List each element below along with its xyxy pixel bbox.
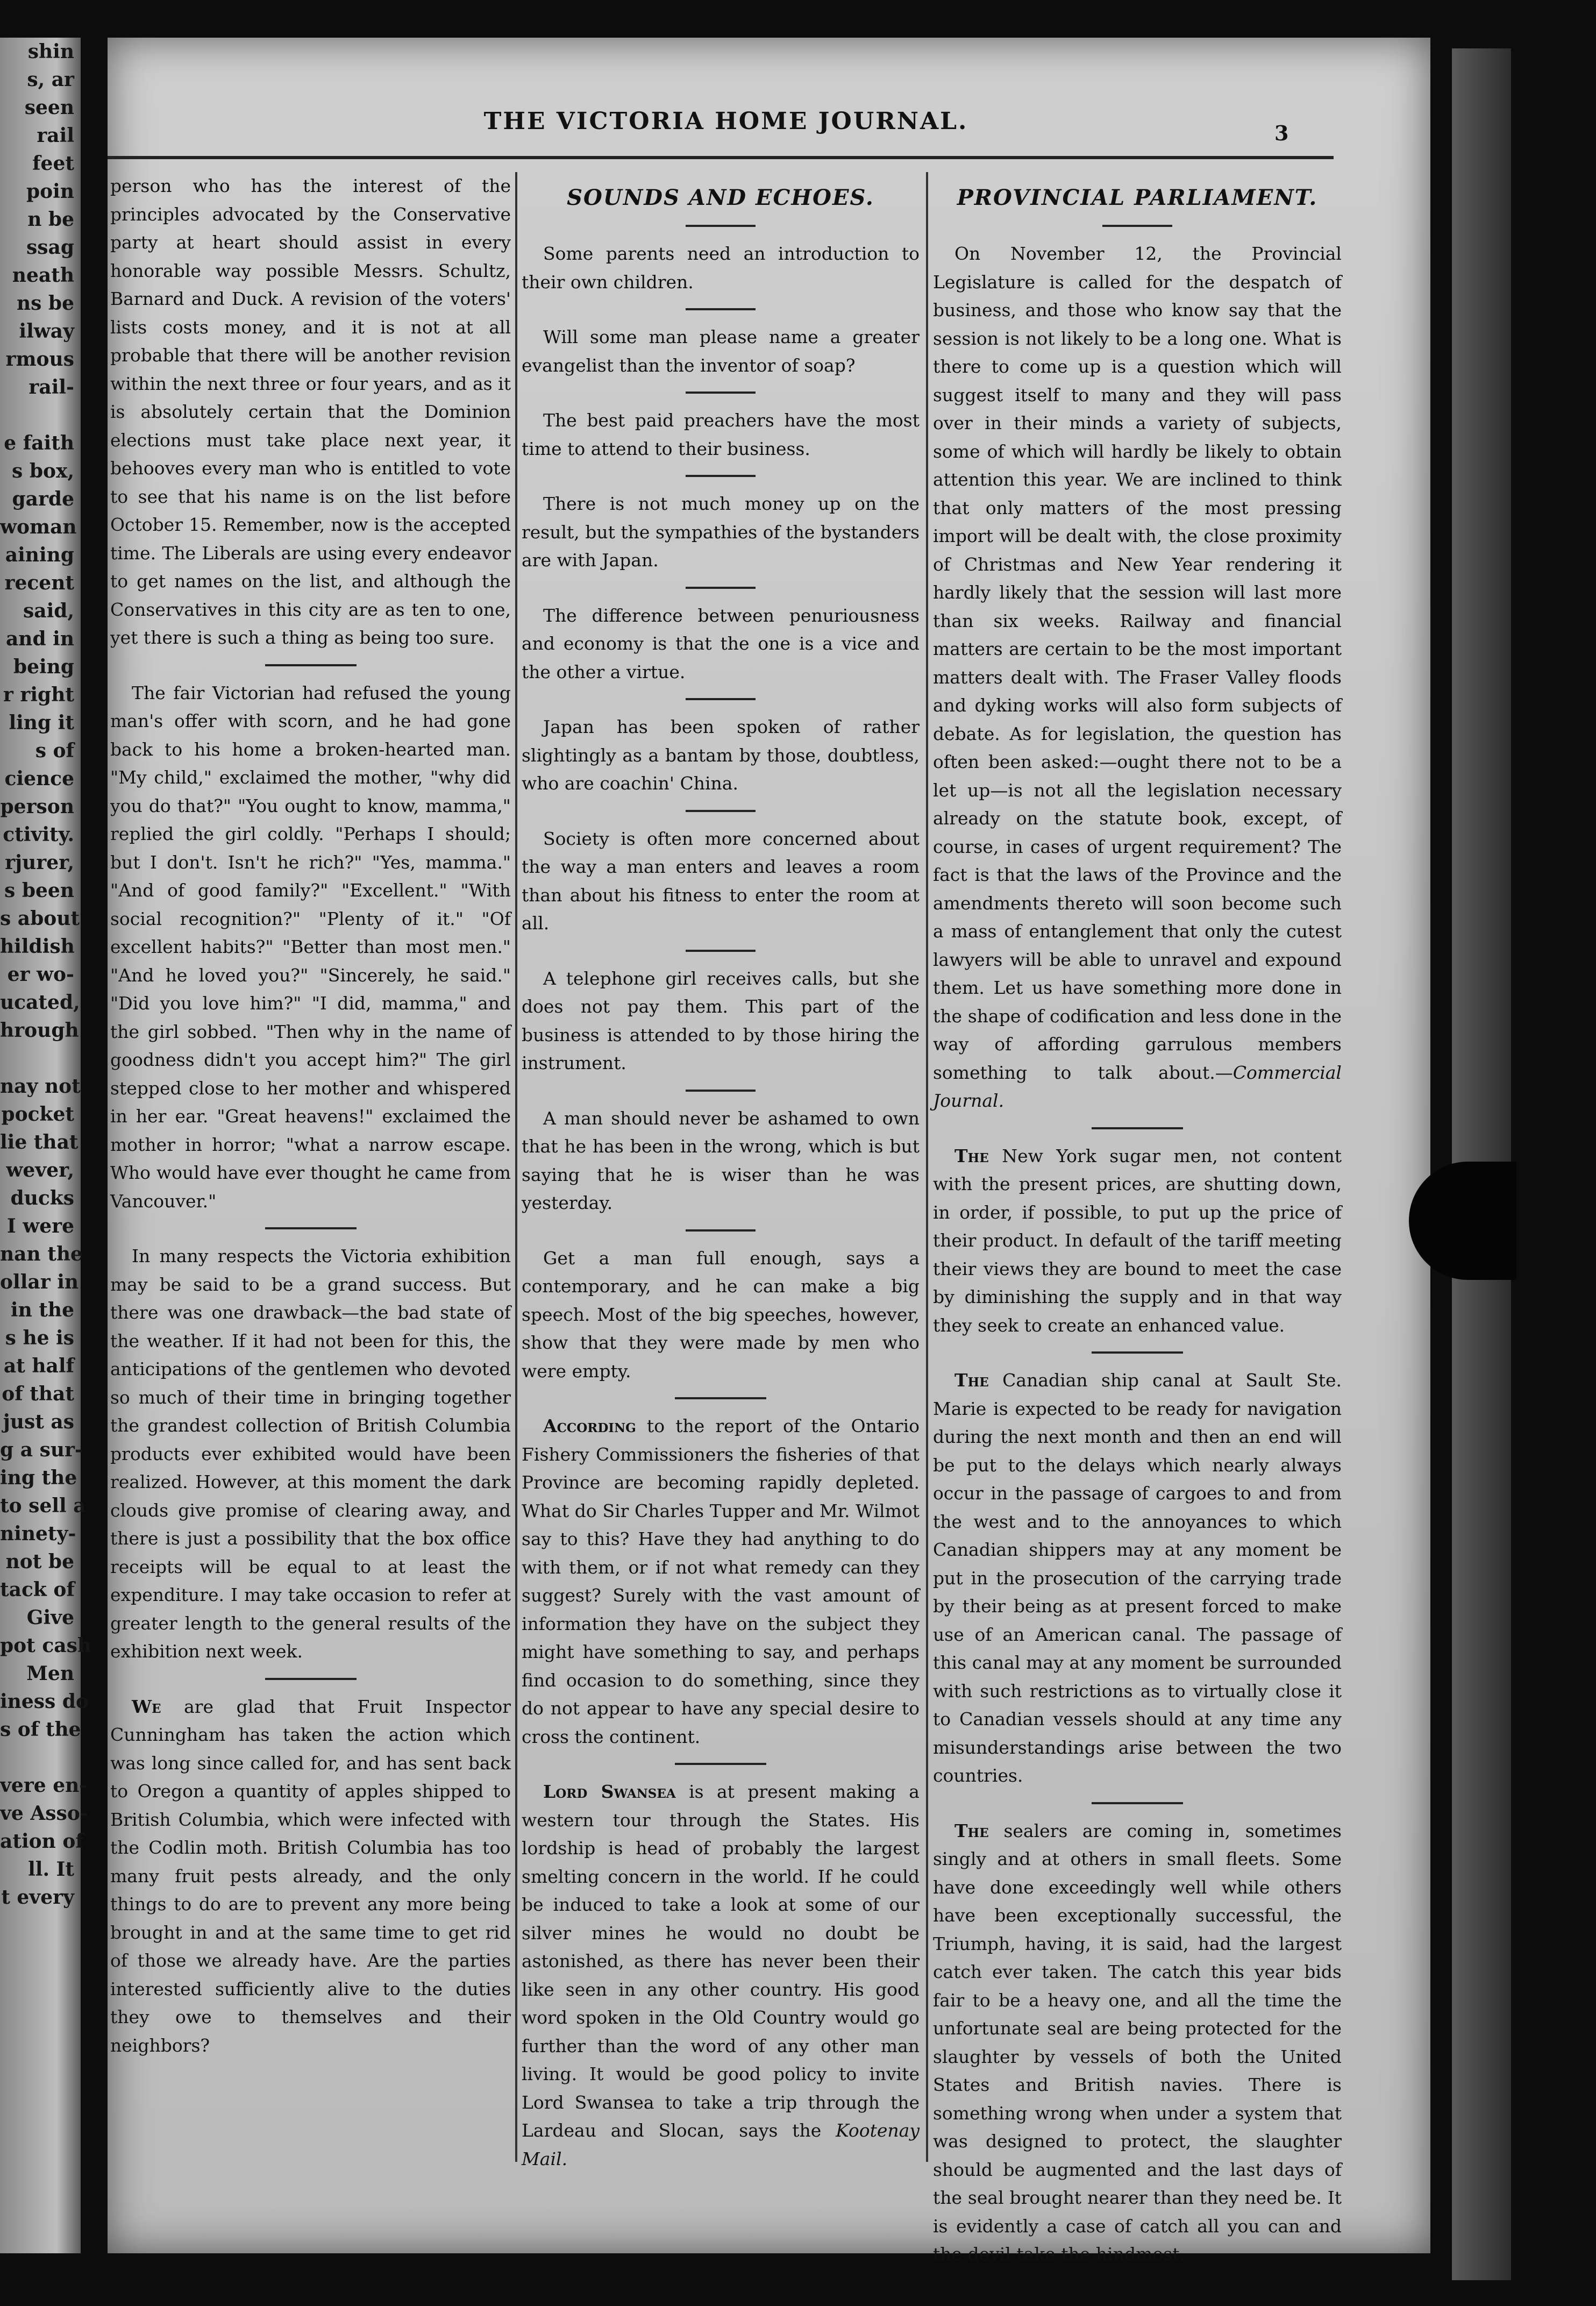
margin-fragment: vere en- <box>0 1774 88 1797</box>
separator-rule <box>686 698 756 700</box>
margin-fragment: ctivity. <box>3 823 74 846</box>
lead-word: The <box>954 1820 989 1841</box>
separator-rule <box>675 1763 766 1765</box>
lead-word: According <box>543 1415 636 1436</box>
margin-fragment: ns be <box>16 292 74 315</box>
paragraph-text: to the report of the Ontario Fishery Commissioners the fisheries of that Province are becoming rapidly depleted. What do Sir Charles Tupper and Mr. Wilmot say to this? Have they had anything to do with them, or if not what remedy can they suggest? Surely with the vast amount of information they have on the subject they might have something to say, and perhaps find occasion to do something, since they do not appear to have any special desire to cross the continent. <box>522 1415 920 1747</box>
margin-fragment: hrough <box>0 1019 79 1042</box>
echo-item: Will some man please name a greater evangelist than the inventor of soap? <box>522 326 920 376</box>
margin-fragment: s about <box>0 907 80 930</box>
margin-fragment: rail- <box>28 376 74 398</box>
echo-item: A man should never be ashamed to own that he has been in the wrong, which is but saying that he is wiser than he was yesterday. <box>522 1107 920 1213</box>
lead-word: Lord Swansea <box>543 1781 676 1802</box>
lead-word: The <box>954 1370 989 1391</box>
margin-fragment: ve Asso- <box>0 1802 88 1825</box>
column-divider <box>515 172 517 2162</box>
echo-item: Japan has been spoken of rather slightingly as a bantam by those, doubtless, who are coachin' China. <box>522 716 920 794</box>
article-paragraph <box>110 1693 511 2060</box>
separator-rule <box>686 1229 756 1232</box>
lead-word: We <box>132 1696 161 1717</box>
margin-fragment: ilway <box>19 320 74 343</box>
margin-fragment <box>0 1743 81 1771</box>
separator-rule <box>686 225 756 227</box>
margin-fragment: ninety- <box>0 1522 76 1545</box>
separator-rule <box>686 475 756 477</box>
margin-fragment: not be <box>5 1550 74 1573</box>
margin-fragment: feet <box>32 152 74 175</box>
separator-rule <box>686 1090 756 1092</box>
margin-fragment: aining <box>5 544 74 566</box>
margin-fragment: ation of <box>0 1830 84 1853</box>
column-2 <box>522 172 920 2284</box>
echo-item: There is not much money up on the result, but the sympathies of the bystanders are with Japan. <box>522 493 920 571</box>
margin-fragment: r right <box>3 684 74 706</box>
margin-fragment: seen <box>24 96 74 119</box>
paragraph-text: Canadian ship canal at Sault Ste. Marie is expected to be ready for navigation during the next month and then an end will be put to the delays which nearly always occur in the passage of cargoes to and from the west and to the annoyances to which Canadian shippers may at any moment be put in the prosecution of the carrying trade by their being as at present forced to make use of an American canal. The passage of this canal may at any moment be surrounded with such restrictions as to virtually close it to Canadian vessels should at any time any misunderstandings arise between the two countries. <box>933 1370 1342 1786</box>
separator-rule <box>265 1678 357 1680</box>
margin-fragment: being <box>13 656 74 678</box>
margin-fragment: I were <box>6 1215 74 1237</box>
echoes-list <box>522 240 920 1385</box>
echo-item: Society is often more concerned about the way a man enters and leaves a room than about his fitness to enter the room at all. <box>522 828 920 934</box>
margin-fragment: poin <box>26 180 74 203</box>
article-paragraph <box>933 1366 1342 1790</box>
margin-fragment: and in <box>5 628 74 650</box>
article-paragraph: In many respects the Victoria exhibition may be said to be a grand success. But there was one drawback—the bad state of the weather. If it had not been for this, the anticipations of the gentlemen who devoted so much of their time in bringing together the grandest collection of British Columbia products ever exhibited would have been realized. However, at this moment the dark clouds give promise of clearing away, and there is just a possibility that the box office receipts will be equal to at least the expenditure. I may take occasion to refer at greater length to the general results of the exhibition next week. <box>110 1245 511 1662</box>
article-paragraph <box>933 1142 1342 1340</box>
separator-rule <box>686 587 756 589</box>
column-1 <box>110 172 511 2284</box>
margin-fragment <box>0 1044 81 1072</box>
previous-page-fragment <box>0 38 92 2253</box>
margin-fragment: n be <box>27 208 74 231</box>
margin-fragment: in the <box>10 1299 74 1321</box>
margin-fragment: shin <box>27 40 74 63</box>
margin-fragment: to sell a <box>0 1494 86 1517</box>
margin-fragment: s of the <box>0 1718 81 1741</box>
margin-fragment: er wo- <box>7 963 74 986</box>
margin-fragment: s of <box>35 739 74 762</box>
separator-rule <box>686 392 756 394</box>
margin-fragment: pocket <box>1 1103 74 1126</box>
source-citation: Commercial Journal. <box>933 1062 1342 1111</box>
margin-fragment: person <box>0 795 74 818</box>
margin-fragment: pot cash <box>0 1634 92 1657</box>
separator-rule <box>265 664 357 666</box>
separator-rule <box>1092 1127 1183 1129</box>
margin-fragment: lie that <box>0 1131 79 1154</box>
separator-rule <box>1102 225 1172 227</box>
lead-word: The <box>954 1145 989 1166</box>
paragraph-text: is at present making a western tour through the States. His lordship is head of probably the largest smelting concern in the world. If he could be induced to take a look at some of our silver mines he would no doubt be astonished, as there has never been their like seen in any other country. His good word spoken in the Old Country would go further than the word of any other man living. It would be good policy to invite Lord Swansea to take a trip through the Lardeau and Slocan, says the <box>522 1781 920 2141</box>
separator-rule <box>686 308 756 310</box>
echo-item: The best paid preachers have the most time to attend to their business. <box>522 410 920 459</box>
column-3 <box>933 172 1342 2284</box>
margin-fragment: of that <box>2 1383 74 1405</box>
margin-fragment: at half <box>3 1355 74 1377</box>
section-title: SOUNDS AND ECHOES. <box>567 185 874 210</box>
margin-fragment: ollar in <box>0 1271 79 1293</box>
paragraph-text: New York sugar men, not content with the present prices, are shutting down, in order, if possible, to put up the price of their product. In default of the tariff meeting their views they are bound to meet the case by diminishing the supply and in that way they seek to create an enhanced value. <box>933 1145 1342 1336</box>
margin-fragment: nay not <box>0 1075 81 1098</box>
separator-rule <box>1092 1802 1183 1804</box>
margin-fragment: s, ar <box>27 68 74 91</box>
margin-fragment: iness do <box>0 1690 89 1713</box>
margin-fragment: e faith <box>4 432 74 454</box>
margin-fragment: ing the <box>0 1467 77 1489</box>
margin-fragment: nan the <box>0 1243 83 1265</box>
margin-fragment: woman <box>0 516 77 538</box>
margin-fragment: ducks <box>10 1187 74 1209</box>
paragraph-text: sealers are coming in, sometimes singly and at others in small fleets. Some have done exceedingly well while others have been exceptionally successful, the Triumph, having, it is said, had the largest catch ever taken. The catch this year bids fair to be a heavy one, and all the time the unfortunate seal are being protected for the slaughter by vessels of both the United States and British navies. There is something wrong when under a system that was designed to protect, the slaughter should be augmented and the last days of the seal brought nearer than they need be. It is evidently a case of catch all you can and the devil take the hindmost. <box>933 1820 1342 2265</box>
separator-rule <box>686 950 756 952</box>
article-paragraph <box>933 1817 1342 2269</box>
source-citation: Kootenay Mail. <box>522 2120 920 2169</box>
margin-fragment: t every <box>1 1886 74 1909</box>
margin-fragment: said, <box>23 600 74 622</box>
margin-fragment: ll. It <box>28 1858 74 1881</box>
echo-item: The difference between penuriousness and economy is that the one is a vice and the other a virtue. <box>522 604 920 682</box>
article-paragraph <box>933 240 1342 1115</box>
margin-fragment: wever, <box>6 1159 74 1182</box>
paragraph-text: are glad that Fruit Inspector Cunningham has taken the action which was long since called for, and has sent back to Oregon a quantity of apples shipped to British Columbia, which were infected with the Codlin moth. British Columbia has too many fruit pests already, and the only things to do are to prevent any more being brought in and at the same time to get rid of those we already have. Are the parties interested sufficiently alive to the duties they owe to themselves and their neighbors? <box>110 1696 511 2056</box>
margin-fragment <box>0 401 81 429</box>
margin-fragment: cience <box>4 767 74 790</box>
masthead: THE VICTORIA HOME JOURNAL. <box>483 108 968 135</box>
margin-fragment: rmous <box>5 348 74 371</box>
margin-fragment: Men <box>26 1662 74 1685</box>
margin-fragment: neath <box>12 264 74 287</box>
margin-fragment: hildish <box>0 935 75 958</box>
column-divider <box>926 172 928 2162</box>
separator-rule <box>265 1227 357 1229</box>
margin-fragment: ucated, <box>0 991 80 1014</box>
margin-fragment: tack of <box>0 1578 75 1601</box>
margin-fragment: ling it <box>9 711 74 734</box>
margin-fragment: ssag <box>26 236 74 259</box>
margin-fragment: recent <box>4 572 74 594</box>
section-title: PROVINCIAL PARLIAMENT. <box>957 185 1318 210</box>
echo-item: Get a man full enough, says a contemporary, and he can make a big speech. Most of the big speeches, however, show that they were made by men who were empty. <box>522 1247 920 1382</box>
margin-fragment: s been <box>4 879 74 902</box>
paragraph-text: On November 12, the Provincial Legislature is called for the despatch of business, and those who know say that the session is not likely to be a long one. What is there to come up is a question which will suggest itself to many and they will pass over in their minds a variety of subjects, some of which will hardly be likely to obtain attention this year. We are inclined to think that only matters of the most pressing import will be dealt with, the close proximity of Christmas and New Year rendering it hardly likely that the session will last more than six weeks. Railway and financial matters are certain to be the most important matters dealt with. The Fraser Valley floods and dyking works will also form subjects of debate. As for legislation, the question has often been asked:—ought there not to be a let up—is not all the legislation necessary already on the statute book, except, of course, in cases of urgent requirement? The fact is that the laws of the Province and the amendments thereto will soon become such a mass of entanglement that only the cutest lawyers will be able to unravel and expound them. Let us have something more done in the shape of codification and less done in the way of affording garrulous members something to talk about.— <box>933 243 1342 1083</box>
margin-fragment: garde <box>12 488 74 510</box>
margin-fragment: s box, <box>12 460 74 482</box>
article-paragraph <box>522 1778 920 2173</box>
echo-item: Some parents need an introduction to their own children. <box>522 243 920 293</box>
article-paragraph: person who has the interest of the principles advocated by the Conservative party at heart should assist in every honorable way possible Messrs. Schultz, Barnard and Duck. A revision of the voters' lists costs money, and it is not at all probable that there will be another revision within the next three or four years, and as it is absolutely certain that the Dominion elections must take place next year, it behooves every man who is entitled to vote to see that his name is on the list before October 15. Remember, now is the accepted time. The Liberals are using every endeavor to get names on the list, and although the Conservatives in this city are as ten to one, yet there is such a thing as being too sure. <box>110 175 511 648</box>
separator-rule <box>675 1397 766 1399</box>
margin-fragment: rjurer, <box>5 851 74 874</box>
article-paragraph <box>522 1412 920 1751</box>
margin-fragment: g a sur- <box>0 1439 83 1461</box>
separator-rule <box>686 810 756 812</box>
separator-rule <box>1092 1351 1183 1354</box>
article-paragraph: The fair Victorian had refused the young man's offer with scorn, and he had gone back to his home a broken-hearted man. "My child," exclaimed the mother, "why did you do that?" "You ought to know, mamma," replied the girl coldly. "Perhaps I should; but I don't. Isn't he rich?" "Yes, mamma." "And of good family?" "Excellent." "With social recognition?" "Plenty of it." "Of excellent habits?" "Better than most men." "And he loved you?" "Sincerely, he said." "Did you love him?" "I did, mamma," and the girl sobbed. "Then why in the name of goodness didn't you accept him?" The girl stepped close to her mother and whispered in her ear. "Great heavens!" exclaimed the mother in horror; "what a narrow escape. Who would have ever thought he came from Vancouver." <box>110 682 511 1212</box>
header-rule <box>108 156 1334 159</box>
echo-item: A telephone girl receives calls, but she does not pay them. This part of the business is attended to by those hiring the instrument. <box>522 967 920 1073</box>
margin-fragment: just as <box>3 1411 74 1433</box>
margin-fragment: Give <box>26 1606 74 1629</box>
page-number: 3 <box>1274 121 1289 145</box>
margin-fragment: s he is <box>5 1327 74 1349</box>
margin-fragment: rail <box>37 124 74 147</box>
